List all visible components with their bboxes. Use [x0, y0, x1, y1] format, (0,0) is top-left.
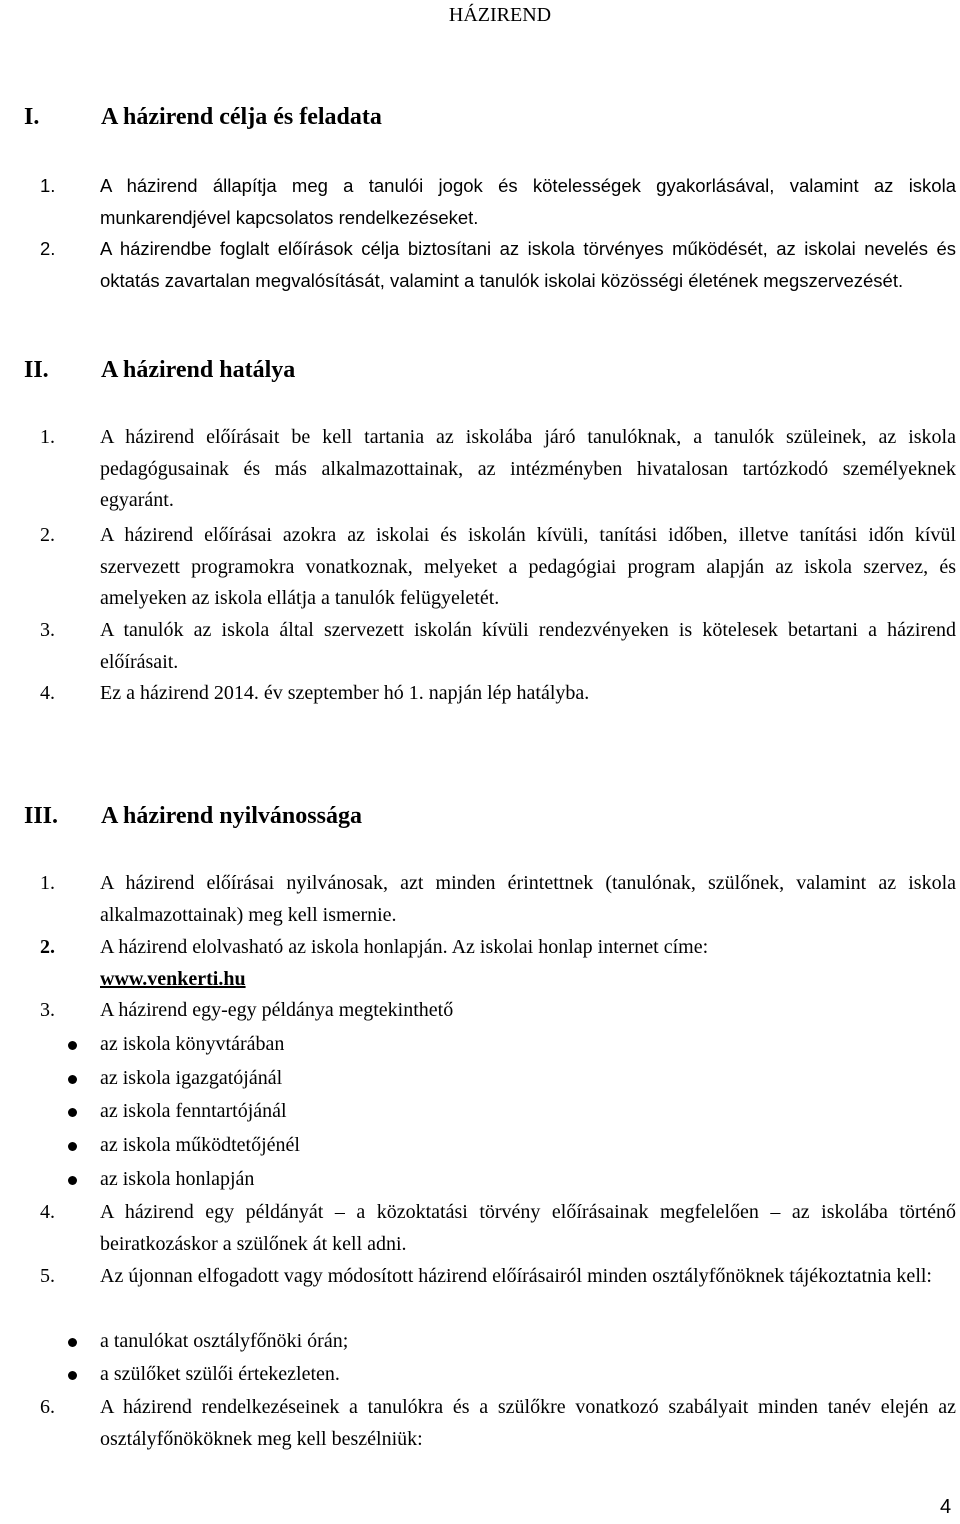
- bullet-dot-icon: [68, 1371, 77, 1380]
- section-numeral: III.: [24, 803, 59, 829]
- item-text: A házirend állapítja meg a tanulói jogok és kötelességek gyakorlásával, valamint az iskola munkarendjével kapcsolatos rendelkezéseket.: [100, 175, 956, 228]
- item-number: 2.: [40, 524, 55, 546]
- section-numeral: II.: [24, 357, 49, 383]
- item-text: [100, 932, 956, 995]
- section-numeral: I.: [24, 104, 40, 130]
- section-title: A házirend célja és feladata: [101, 104, 382, 130]
- item-number: 2.: [40, 238, 56, 259]
- item-text: A házirend előírásait be kell tartania az iskolába járó tanulóknak, a tanulók szüleinek, az iskola pedagógusainak és más alkalmazottainak, az intézményben hivatalosan tartózkodó személyeknek egyaránt.: [100, 426, 956, 511]
- item-text: Ez a házirend 2014. év szeptember hó 1. napján lép hatályba.: [100, 682, 590, 704]
- section-title: A házirend nyilvánossága: [101, 803, 362, 829]
- item-text: A házirend egy-egy példánya megtekinthető: [100, 999, 454, 1021]
- bullet-dot-icon: [68, 1142, 77, 1151]
- bullet-dot-icon: [68, 1075, 77, 1084]
- item-text: A házirend egy példányát – a közoktatási törvény előírásainak megfelelően – az iskolába történő beiratkozáskor a szülőnek át kell adni.: [100, 1201, 956, 1255]
- item-text: A tanulók az iskola által szervezett iskolán kívüli rendezvényeken is kötelesek betartani a házirend előírásait.: [100, 619, 956, 673]
- page-header: HÁZIREND: [448, 4, 552, 26]
- item-text: az iskola könyvtárában: [100, 1033, 285, 1055]
- item-text: az iskola igazgatójánál: [100, 1067, 283, 1089]
- item-number: 3.: [40, 619, 55, 641]
- item-text: A házirend előírásai azokra az iskolai és iskolán kívüli, tanítási időben, illetve tanítási időn kívül szervezett programokra vonatkoznak, melyeket a pedagógiai program alapján az iskola szervez, és amelyeken az iskola ellátja a tanulók felügyeletét.: [100, 524, 956, 609]
- bullet-dot-icon: [68, 1041, 77, 1050]
- item-number: 1.: [40, 175, 56, 196]
- item-number: 3.: [40, 999, 55, 1021]
- item-text: Az újonnan elfogadott vagy módosított házirend előírásairól minden osztályfőnöknek tájékoztatnia kell:: [100, 1265, 932, 1287]
- item-text: az iskola működtetőjénél: [100, 1134, 300, 1156]
- page-number: 4: [940, 1496, 952, 1518]
- item-number: 5.: [40, 1265, 55, 1287]
- bullet-dot-icon: [68, 1108, 77, 1117]
- item-text: A házirend előírásai nyilvánosak, azt minden érintettnek (tanulónak, szülőnek, valamint az iskola alkalmazottainak) meg kell ismernie.: [100, 872, 956, 926]
- item-text: A házirend rendelkezéseinek a tanulókra és a szülőkre vonatkozó szabályait minden tanév elején az osztályfőnököknek meg kell beszélniük:: [100, 1396, 956, 1450]
- section-title: A házirend hatálya: [101, 357, 296, 383]
- item-number: 1.: [40, 426, 55, 448]
- bullet-dot-icon: [68, 1338, 77, 1347]
- item-text: az iskola honlapján: [100, 1168, 255, 1190]
- item-number: 1.: [40, 872, 55, 894]
- item-text: A házirendbe foglalt előírások célja biztosítani az iskola törvényes működését, az iskolai nevelés és oktatás zavartalan megvalósítását, valamint a tanulók iskolai közösségi életének megszervezését.: [100, 238, 956, 291]
- item-number: 2.: [40, 936, 55, 958]
- item-text-body: A házirend elolvasható az iskola honlapján. Az iskolai honlap internet címe:: [100, 936, 709, 958]
- item-number: 6.: [40, 1396, 55, 1418]
- bullet-dot-icon: [68, 1176, 77, 1185]
- item-text: a szülőket szülői értekezleten.: [100, 1363, 340, 1385]
- item-number: 4.: [40, 1201, 55, 1223]
- item-text: a tanulókat osztályfőnöki órán;: [100, 1330, 349, 1352]
- item-number: 4.: [40, 682, 55, 704]
- item-text: az iskola fenntartójánál: [100, 1100, 287, 1122]
- website-link[interactable]: www.venkerti.hu: [100, 967, 246, 990]
